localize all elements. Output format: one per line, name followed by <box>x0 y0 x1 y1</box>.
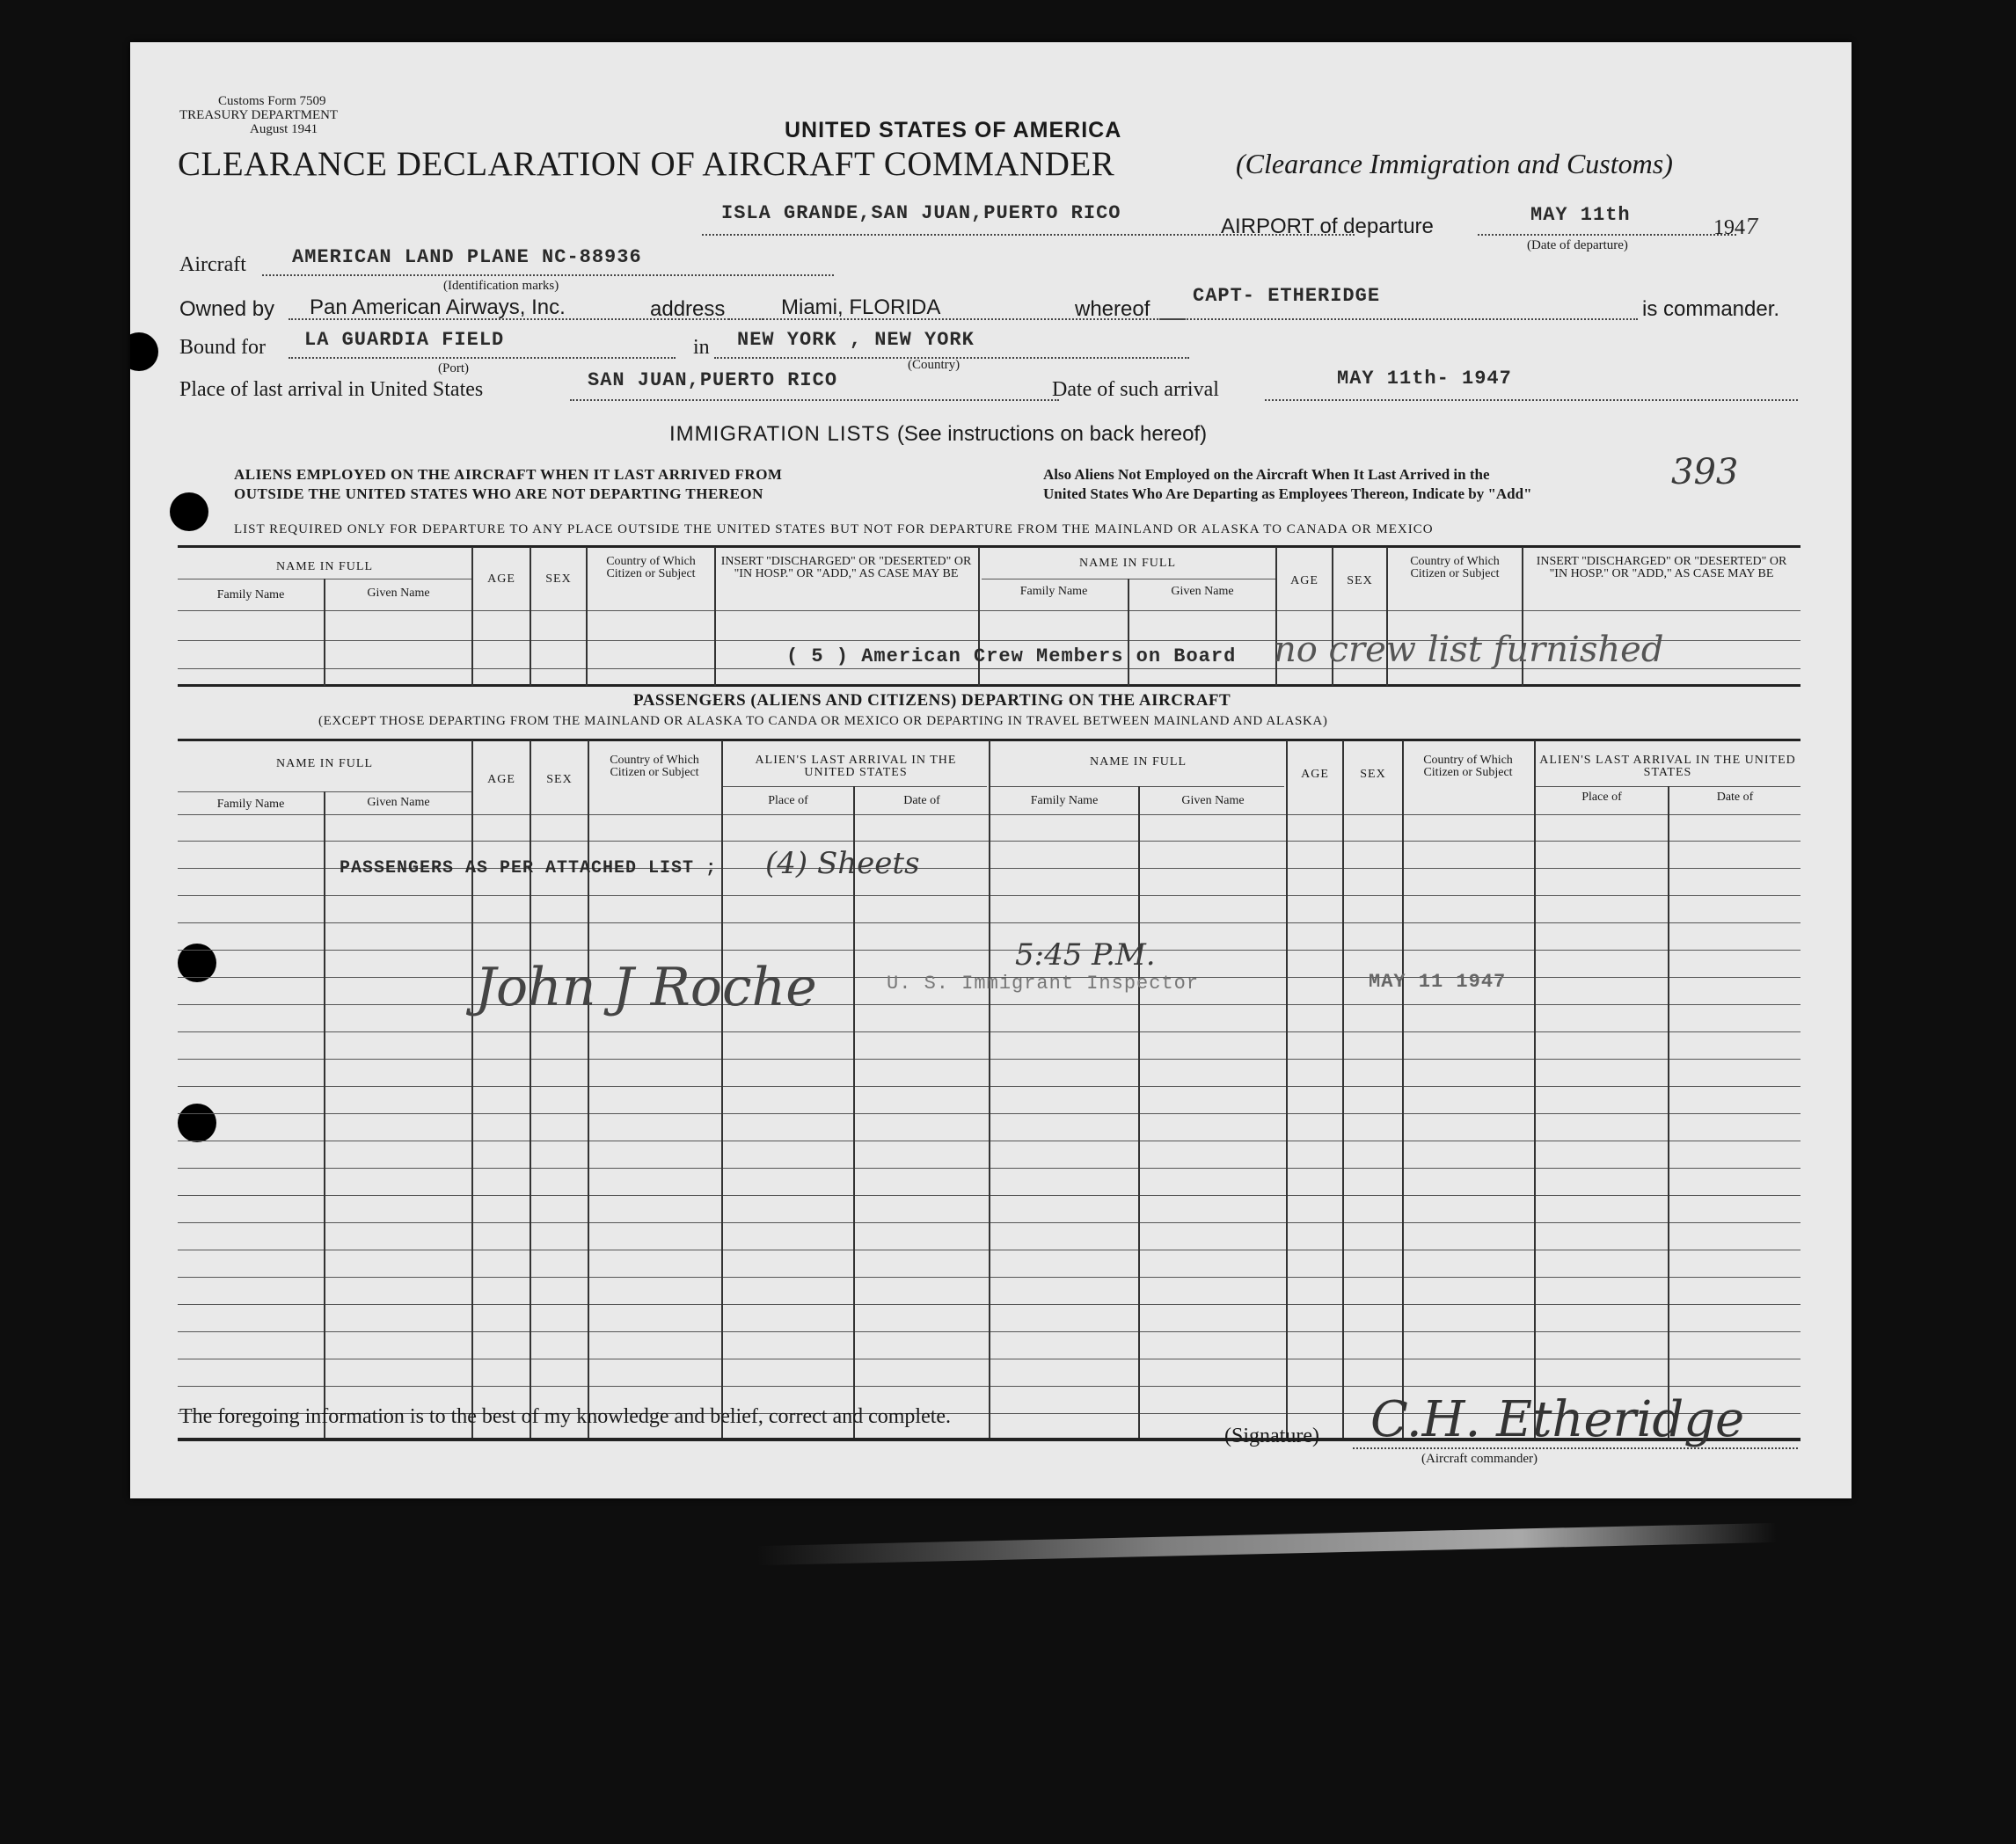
departure-date-caption: (Date of departure) <box>1527 238 1628 252</box>
departure-year <box>1713 215 1758 240</box>
passenger-col <box>588 740 589 1438</box>
arrival-date-label: Date of such arrival <box>1052 378 1219 401</box>
crew-table-top-rule <box>178 545 1801 548</box>
punch-hole <box>170 492 208 531</box>
passenger-given-name-right: Given Name <box>1181 794 1245 807</box>
crew-name-in-full: NAME IN FULL <box>276 560 373 573</box>
passenger-col <box>1668 786 1669 1438</box>
passenger-age-right: AGE <box>1301 768 1329 781</box>
clearance-declaration-form <box>130 42 1852 1498</box>
arrival-date-value: MAY 11th- 1947 <box>1337 368 1512 390</box>
crew-country: Country of Which Citizen or Subject <box>606 555 696 580</box>
form-subtitle: (Clearance Immigration and Customs) <box>1236 148 1673 179</box>
passenger-name-in-full: NAME IN FULL <box>276 757 373 770</box>
passenger-date-of: Date of <box>903 794 940 807</box>
commander-line <box>1159 318 1638 320</box>
year-suffix: 7 <box>1745 215 1759 239</box>
commander-label: is commander. <box>1642 297 1780 321</box>
crew-col <box>530 547 531 686</box>
crew-handwritten-note: no crew list furnished <box>1274 630 1664 670</box>
passenger-col <box>471 740 473 1438</box>
stamp-number: 393 <box>1671 452 1739 492</box>
passenger-last-arrival: ALIEN'S LAST ARRIVAL IN THE UNITED STATES <box>755 754 957 779</box>
inspector-stamp-date: MAY 11 1947 <box>1369 971 1507 993</box>
owned-by-label: Owned by <box>179 297 275 321</box>
commander-value: CAPT- ETHERIDGE <box>1193 285 1381 307</box>
passenger-col <box>989 740 990 1438</box>
departure-airport-label: AIRPORT of departure <box>1221 215 1434 238</box>
passenger-name-in-full-right: NAME IN FULL <box>1090 755 1187 769</box>
form-number: Customs Form 7509 <box>218 94 326 108</box>
signature-caption: (Aircraft commander) <box>1421 1452 1538 1466</box>
passenger-last-arrival-right: ALIEN'S LAST ARRIVAL IN THE UNITED STATES <box>1539 754 1796 779</box>
bound-in-label: in <box>693 336 710 359</box>
crew-name-in-full-right: NAME IN FULL <box>1079 557 1176 570</box>
passenger-col <box>1138 786 1140 1438</box>
immigration-note: (See instructions on back hereof) <box>896 422 1208 446</box>
form-department: TREASURY DEPARTMENT <box>179 108 339 122</box>
passenger-col <box>1286 740 1288 1438</box>
passenger-col <box>324 791 325 1438</box>
passenger-col <box>530 740 531 1438</box>
passengers-subheading: (EXCEPT THOSE DEPARTING FROM THE MAINLAND OR ALASKA TO CANDA OR MEXICO OR DEPARTING IN TRAVEL BETWEEN MAINLAND AND ALASKA) <box>318 714 1328 728</box>
immigration-heading <box>669 422 1207 447</box>
bound-for-label: Bound for <box>179 336 266 359</box>
crew-insert: INSERT "DISCHARGED" OR "DESERTED" OR "IN HOSP." OR "ADD," AS CASE MAY BE <box>720 555 972 580</box>
immigration-list-note: LIST REQUIRED ONLY FOR DEPARTURE TO ANY PLACE OUTSIDE THE UNITED STATES BUT NOT FOR DEPARTURE FROM THE MAINLAND OR ALASKA TO CANADA OR MEXICO <box>234 522 1434 536</box>
year-prefix: 194 <box>1713 216 1745 239</box>
bound-port-caption: (Port) <box>438 361 469 375</box>
form-date: August 1941 <box>250 122 318 136</box>
crew-table-bottom-rule <box>178 684 1801 687</box>
immigration-title: IMMIGRATION LISTS <box>669 422 891 446</box>
immigration-left-note-2: OUTSIDE THE UNITED STATES WHO ARE NOT DEPARTING THEREON <box>234 485 763 502</box>
passenger-col <box>853 786 855 1438</box>
commander-signature: C.H. Etheridge <box>1370 1391 1745 1448</box>
immigration-right-note-1: Also Aliens Not Employed on the Aircraft When It Last Arrived in the <box>1043 466 1490 483</box>
crew-col <box>714 547 716 686</box>
passenger-age: AGE <box>487 773 515 786</box>
passenger-col <box>721 740 723 1438</box>
punch-hole <box>178 1104 216 1142</box>
departure-time: 5:45 P.M. <box>1015 937 1156 973</box>
passenger-sex-right: SEX <box>1360 768 1386 781</box>
crew-age-right: AGE <box>1290 574 1318 587</box>
aircraft-caption: (Identification marks) <box>443 279 559 293</box>
passenger-entry: PASSENGERS AS PER ATTACHED LIST ; <box>340 858 718 878</box>
passenger-family-name-right: Family Name <box>1030 794 1099 807</box>
crew-family-name-right: Family Name <box>1019 585 1088 598</box>
crew-given-name-right: Given Name <box>1171 585 1234 598</box>
crew-country-right: Country of Which Citizen or Subject <box>1410 555 1500 580</box>
punch-hole <box>130 332 158 371</box>
passenger-date-of-right: Date of <box>1716 791 1754 804</box>
bound-country-caption: (Country) <box>908 358 961 372</box>
passenger-country: Country of Which Citizen or Subject <box>610 754 699 779</box>
passenger-col <box>1342 740 1344 1438</box>
last-arrival-label: Place of last arrival in United States <box>179 378 484 401</box>
whereof-label: whereof <box>1075 297 1150 321</box>
passenger-name-split-right <box>990 786 1284 787</box>
passenger-sheets-note: (4) Sheets <box>765 846 920 881</box>
inspector-stamp: U. S. Immigrant Inspector <box>887 973 1200 995</box>
address-label: address <box>650 297 726 321</box>
address-value: Miami, FLORIDA <box>781 295 941 319</box>
crew-sex: SEX <box>545 572 572 586</box>
passenger-col <box>1402 740 1404 1438</box>
owner-value: Pan American Airways, Inc. <box>310 295 566 319</box>
aircraft-value: AMERICAN LAND PLANE NC-88936 <box>292 246 642 268</box>
crew-entry: ( 5 ) American Crew Members on Board <box>786 645 1237 667</box>
form-title: CLEARANCE DECLARATION OF AIRCRAFT COMMANDER <box>178 145 1115 183</box>
bound-port-line <box>289 357 676 359</box>
passenger-col <box>1534 740 1536 1438</box>
crew-age: AGE <box>487 572 515 586</box>
aircraft-line <box>262 274 834 276</box>
country-heading: UNITED STATES OF AMERICA <box>785 118 1122 142</box>
bound-country-value: NEW YORK , NEW YORK <box>737 329 975 351</box>
departure-airport-value: ISLA GRANDE,SAN JUAN,PUERTO RICO <box>721 202 1121 224</box>
passenger-given-name: Given Name <box>367 796 430 809</box>
declaration-text: The foregoing information is to the best of my knowledge and belief, correct and complete. <box>179 1405 952 1428</box>
bound-port-value: LA GUARDIA FIELD <box>304 329 505 351</box>
crew-col <box>586 547 588 686</box>
inspector-signature: John J Roche <box>475 957 817 1018</box>
crew-col <box>471 547 473 686</box>
passenger-place-of: Place of <box>768 794 808 807</box>
passenger-arrival-split <box>723 786 987 787</box>
crew-insert-right: INSERT "DISCHARGED" OR "DESERTED" OR "IN HOSP." OR "ADD," AS CASE MAY BE <box>1536 555 1787 580</box>
immigration-left-note-1: ALIENS EMPLOYED ON THE AIRCRAFT WHEN IT LAST ARRIVED FROM <box>234 466 783 483</box>
arrival-date-line <box>1265 399 1798 401</box>
departure-date-value: MAY 11th <box>1530 204 1631 226</box>
crew-family-name: Family Name <box>216 588 285 601</box>
passengers-heading: PASSENGERS (ALIENS AND CITIZENS) DEPARTING ON THE AIRCRAFT <box>633 691 1231 710</box>
signature-label: (Signature) <box>1224 1425 1319 1447</box>
immigration-right-note-2: United States Who Are Departing as Employees Thereon, Indicate by "Add" <box>1043 485 1532 502</box>
crew-header-divider <box>178 610 1801 611</box>
passenger-country-right: Country of Which Citizen or Subject <box>1423 754 1513 779</box>
crew-given-name: Given Name <box>367 587 430 600</box>
passenger-family-name: Family Name <box>216 798 285 811</box>
last-arrival-place: SAN JUAN,PUERTO RICO <box>588 369 838 391</box>
last-arrival-place-line <box>570 399 1059 401</box>
departure-date-line <box>1478 234 1736 236</box>
passenger-sex: SEX <box>546 773 573 786</box>
crew-sex-right: SEX <box>1347 574 1373 587</box>
passenger-place-of-right: Place of <box>1581 791 1622 804</box>
film-light-streak <box>756 1523 1777 1565</box>
aircraft-label: Aircraft <box>179 253 246 276</box>
